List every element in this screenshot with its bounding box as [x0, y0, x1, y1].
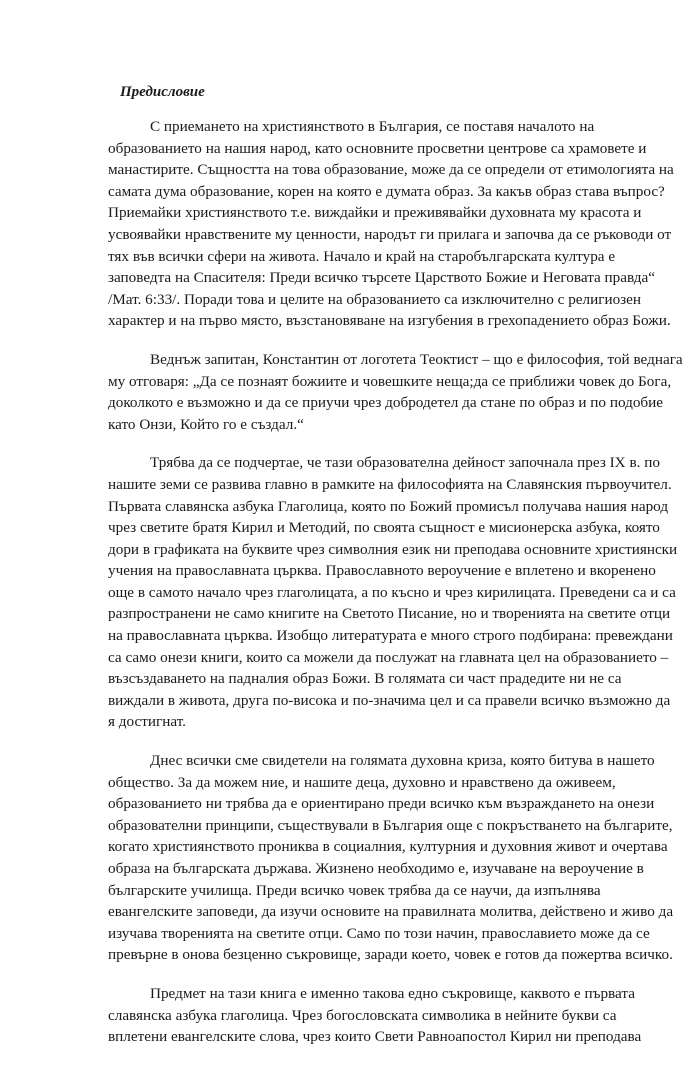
text-line: Предмет на тази книга е именно такова едно съкровище, каквото е първата — [150, 984, 635, 1002]
text-line: разпространени не само книгите на Светото Писание, но и творенията на светите отци — [108, 605, 671, 623]
text-line: образователни принципи, съществували в България още с покръстването на българите, — [108, 816, 673, 834]
text-line: Първата славянска азбука Глаголица, която по Божий промисъл получава нашия народ — [108, 497, 669, 515]
text-line: когато християнството прониква в социалния, културния и духовния живот и очертава — [108, 838, 668, 856]
text-line: усвоявайки нравствените му ценности, народът ги прилага и започва да се ръководи от — [108, 225, 672, 243]
text-line: Веднъж запитан, Константин от логотета Теоктист – що е философия, той веднага — [150, 350, 683, 368]
text-line: Приемайки християнството т.е. виждайки и преживявайки духовната му красота и — [108, 204, 642, 222]
text-line: изучава творенията на светите отци. Само по този начин, православието може да се — [108, 924, 650, 942]
text-line: на православната църква. Изобщо литературата е много строго подбирана: превеждани — [108, 627, 673, 645]
text-line: вплетени евангелските слова, чрез които Свети Равноапостол Кирил ни преподава — [108, 1028, 642, 1046]
paragraph — [108, 349, 683, 435]
text-line: самата дума образование, корен на която е думата образ. За какъв образ става въпрос? — [108, 182, 665, 200]
text-line: още в самото начало чрез глаголицата, а по късно и чрез кирилицата. Преведени са и са — [108, 583, 676, 601]
paragraph — [108, 983, 642, 1048]
text-line: Трябва да се подчертае, че тази образователна дейност започнала през IX в. по — [150, 454, 660, 472]
paragraph-list — [108, 116, 683, 1048]
text-line: заповедта на Спасителя: Преди всичко търсете Царството Божие и Неговата правда“ — [108, 269, 656, 287]
text-line: образованието ни трябва да е ориентирано преди всичко към възраждането на онези — [108, 795, 655, 813]
text-line: манастирите. Същността на това образование, може да се определи от етимологията на — [108, 161, 674, 179]
text-line: образованието на нашия народ, като основните просветни центрове са храмовете и — [108, 139, 647, 157]
text-line: българските училища. Преди всичко човек трябва да се научи, да изпълнява — [108, 881, 601, 899]
text-line: превърне в онова безценно съкровище, заради което, човек е готов да пожертва всичко. — [108, 946, 673, 964]
text-line: са само онези книги, които са можели да послужат на главната цел на образованието – — [108, 648, 669, 666]
paragraph — [108, 750, 674, 966]
text-line: като Онзи, Който го е създал.“ — [108, 415, 304, 433]
preface-heading: Предисловие — [120, 84, 205, 100]
text-line: славянска азбука глаголица. Чрез богословската символика в нейните букви са — [108, 1006, 617, 1024]
text-line: доколкото е възможно и да се приучи чрез добродетел да стане по образ и по подобие — [108, 394, 664, 412]
document-body — [108, 82, 683, 1065]
text-line: чрез светите братя Кирил и Методий, по своята същност е мисионерска азбука, която — [108, 519, 660, 537]
text-line: характер и на първо място, възстановяване на изгубения в грехопадението образ Божи. — [108, 312, 671, 330]
text-line: С приемането на християнството в България, се поставя началото на — [150, 118, 595, 135]
text-line: общество. За да можем ние, и нашите деца, духовно и нравствено да оживеем, — [108, 773, 616, 791]
text-line: тях във всички сфери на живота. Начало и край на старобългарската култура е — [108, 247, 616, 265]
paragraph — [108, 452, 678, 733]
text-line: евангелските заповеди, да изучи основите на правилната молитва, действено и живо да — [108, 903, 674, 921]
text-line: виждали в живота, друга по-висока и по-значима цел и са правели всичко възможно да — [108, 691, 671, 709]
text-line: образа на българската държава. Жизнено необходимо е, изучаване на вероучение в — [108, 860, 644, 877]
text-line: възсъздаването на падналия образ Божи. В голямата си част прадедите ни не са — [108, 670, 622, 688]
text-line: я достигнат. — [108, 713, 186, 731]
text-line: дори в графиката на буквите чрез символния език ни преподава основните християнски — [108, 540, 678, 558]
text-line: му отговаря: „Да се познаят божиите и човешките неща;да се приближи човек до Бога, — [108, 372, 672, 390]
text-line: /Мат. 6:33/. Поради това и целите на образованието са изключително с религиозен — [108, 290, 642, 308]
text-line: нашите земи се развива главно в рамките на философията на Славянския първоучител. — [108, 475, 672, 493]
text-line: Днес всички сме свидетели на голямата духовна криза, която битува в нашето — [150, 752, 655, 770]
text-line: учения на православната църква. Православното вероучение е вплетено и вкоренено — [108, 562, 656, 580]
paragraph — [108, 116, 674, 332]
